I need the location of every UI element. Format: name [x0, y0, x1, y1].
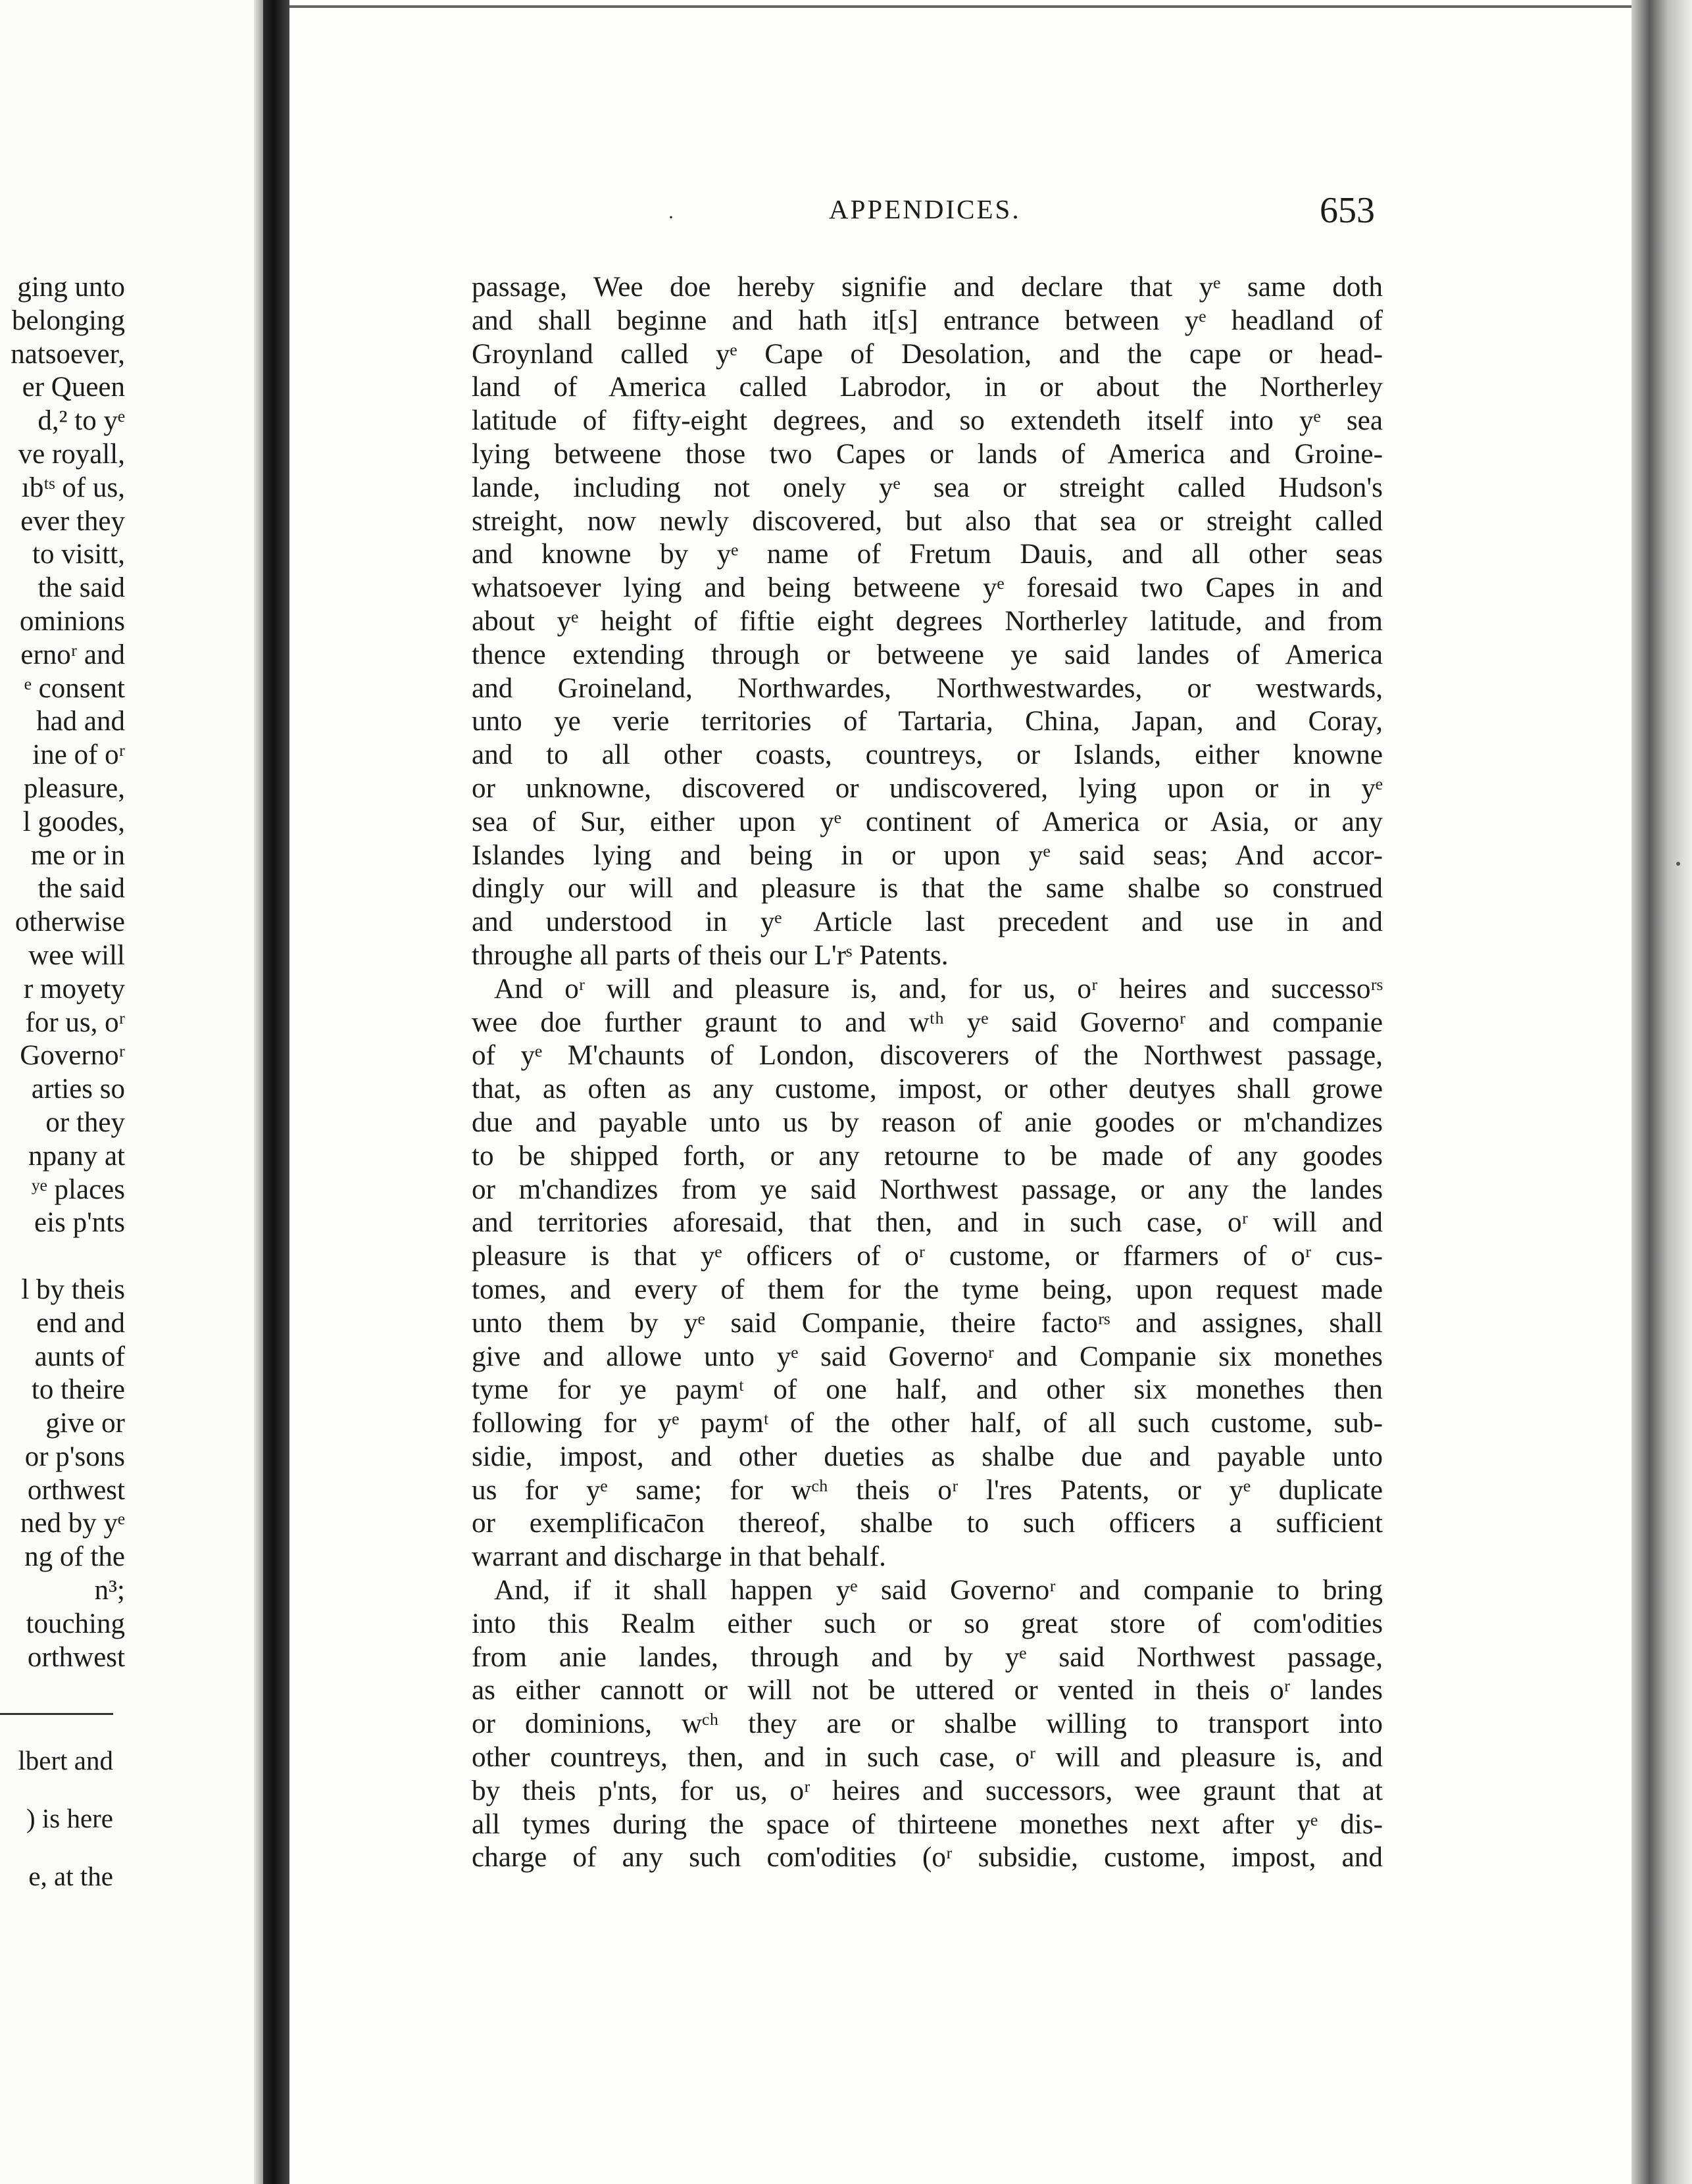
left-facing-page — [0, 0, 263, 2184]
text-line: other countreys, then, and in such case, oʳ will and pleasure is, and — [472, 1742, 1383, 1774]
left-page-line: end and — [36, 1307, 125, 1339]
left-page-line: npany at — [28, 1140, 125, 1172]
text-line: due and payable unto us by reason of anie goodes or m'chandizes — [472, 1106, 1383, 1138]
left-page-line: pleasure, — [23, 772, 125, 804]
left-page-line: belonging — [12, 305, 125, 336]
text-line: unto ye verie territories of Tartaria, China, Japan, and Coray, — [472, 706, 1383, 737]
left-page-line: Governoʳ — [20, 1040, 125, 1072]
text-line: latitude of fifty-eight degrees, and so extendeth itself into yᵉ sea — [472, 405, 1383, 437]
text-line: lying betweene those two Capes or lands of America and Groine- — [472, 438, 1383, 470]
right-page-edge — [1631, 0, 1692, 2184]
text-line: and knowne by yᵉ name of Fretum Dauis, and all other seas — [472, 539, 1383, 570]
text-line: wee doe further graunt to and wᵗʰ yᵉ said Governoʳ and companie — [472, 1006, 1383, 1038]
text-line: following for yᵉ paymᵗ of the other half, of all such custome, sub- — [472, 1408, 1383, 1439]
text-line: of yᵉ M'chaunts of London, discoverers of the Northwest passage, — [472, 1040, 1383, 1072]
left-page-line: er Queen — [22, 372, 125, 403]
text-line: and to all other coasts, countreys, or Islands, either knowne — [472, 739, 1383, 771]
footnote-rule — [0, 1713, 113, 1715]
left-page-line: for us, oʳ — [25, 1006, 125, 1038]
text-line: And oʳ will and pleasure is, and, for us, oʳ heires and successoʳˢ — [494, 973, 1383, 1005]
text-line: into this Realm either such or so great store of com'odities — [472, 1608, 1383, 1639]
text-line: streight, now newly discovered, but also that sea or streight called — [472, 505, 1383, 537]
left-page-line: l by theis — [21, 1274, 125, 1305]
left-page-line: ging unto — [17, 272, 125, 303]
left-page-line: arties so — [31, 1074, 125, 1105]
text-line: and territories aforesaid, that then, and in such case, oʳ will and — [472, 1207, 1383, 1239]
left-page-line: touching — [26, 1608, 125, 1639]
left-page-line: the said — [37, 873, 125, 905]
text-line: passage, Wee doe hereby signifie and declare that yᵉ same doth — [472, 272, 1383, 303]
left-page-note-line: e, at the — [28, 1861, 113, 1891]
text-line: thence extending through or betweene ye said landes of America — [472, 639, 1383, 670]
text-line: tyme for ye paymᵗ of one half, and other six monethes then — [472, 1374, 1383, 1406]
text-line: and understood in yᵉ Article last precedent and use in and — [472, 906, 1383, 938]
left-page-line: ever they — [20, 505, 125, 537]
left-page-line: n³; — [94, 1575, 125, 1606]
left-page-line: had and — [36, 706, 125, 737]
left-page-line: ng of the — [24, 1541, 125, 1573]
text-line: charge of any such com'odities (oʳ subsidie, custome, impost, and — [472, 1842, 1383, 1874]
text-line: throughe all parts of theis our L'rˢ Patents. — [472, 939, 949, 971]
left-page-line: orthwest — [27, 1474, 125, 1506]
text-line: and Groineland, Northwardes, Northwestwardes, or westwards, — [472, 672, 1383, 704]
text-line: or unknowne, discovered or undiscovered, lying upon or in yᵉ — [472, 772, 1383, 804]
text-line: from anie landes, through and by yᵉ said Northwest passage, — [472, 1641, 1383, 1673]
text-line: that, as often as any custome, impost, or other deutyes shall growe — [472, 1074, 1383, 1105]
paragraph — [472, 271, 1383, 973]
left-page-line: wee will — [28, 939, 125, 971]
left-page-line: l goodes, — [22, 806, 125, 837]
edge-mark — [1676, 862, 1680, 866]
text-line: tomes, and every of them for the tyme being, upon request made — [472, 1274, 1383, 1305]
page-header — [474, 189, 1388, 229]
body-text — [472, 271, 1383, 1875]
running-head: APPENDICES. — [829, 194, 1021, 224]
left-page-note-line: lbert and — [18, 1745, 113, 1775]
left-page-line: ernoʳ and — [20, 639, 125, 670]
left-page-line: natsoever, — [11, 338, 125, 370]
left-page-line: eis p'nts — [34, 1207, 125, 1239]
left-page-line: the said — [37, 572, 125, 604]
text-line: or m'chandizes from ye said Northwest passage, or any the landes — [472, 1174, 1383, 1205]
text-line: sidie, impost, and other dueties as shalbe due and payable unto — [472, 1441, 1383, 1472]
left-page-line: ominions — [19, 605, 125, 637]
text-line: and shall beginne and hath it[s] entrance between yᵉ headland of — [472, 305, 1383, 336]
left-page-line: otherwise — [14, 906, 125, 938]
text-line: us for yᵉ same; for wᶜʰ theis oʳ l'res Patents, or yᵉ duplicate — [472, 1474, 1383, 1506]
left-page-line — [0, 1240, 125, 1274]
left-page-note-line: ) is here — [26, 1803, 113, 1833]
left-page-line: d,² to yᵉ — [37, 405, 125, 437]
text-line: unto them by yᵉ said Companie, theire factoʳˢ and assignes, shall — [472, 1307, 1383, 1339]
left-page-line: r moyety — [23, 973, 125, 1005]
text-line: about yᵉ height of fiftie eight degrees Northerley latitude, and from — [472, 605, 1383, 637]
left-page-line: ıbᵗˢ of us, — [21, 472, 125, 503]
text-line: dingly our will and pleasure is that the same shalbe so construed — [472, 873, 1383, 905]
left-page-line: ʸᵉ places — [32, 1174, 125, 1205]
left-page-text — [0, 271, 125, 1674]
left-page-line: to visitt, — [32, 539, 125, 570]
left-page-footnotes — [0, 1731, 113, 1905]
text-line: or exemplificac̄on thereof, shalbe to such officers a sufficient — [472, 1508, 1383, 1539]
text-line: give and allowe unto yᵉ said Governoʳ and Companie six monethes — [472, 1341, 1383, 1372]
left-page-line: to theire — [31, 1374, 125, 1406]
text-line: land of America called Labrodor, in or about the Northerley — [472, 372, 1383, 403]
text-line: sea of Sur, either upon yᵉ continent of America or Asia, or any — [472, 806, 1383, 837]
paragraph — [472, 1574, 1383, 1875]
text-line: warrant and discharge in that behalf. — [472, 1541, 886, 1573]
text-line: whatsoever lying and being betweene yᵉ foresaid two Capes in and — [472, 572, 1383, 604]
text-line: Islandes lying and being in or upon yᵉ said seas; And accor- — [472, 839, 1383, 871]
left-page-line: or p'sons — [24, 1441, 125, 1472]
page-number: 653 — [1320, 190, 1375, 231]
text-line: And, if it shall happen yᵉ said Governoʳ and companie to bring — [494, 1575, 1383, 1606]
paragraph — [472, 973, 1383, 1574]
text-line: lande, including not onely yᵉ sea or streight called Hudson's — [472, 472, 1383, 503]
left-page-line: ine of oʳ — [32, 739, 125, 771]
text-line: to be shipped forth, or any retourne to be made of any goodes — [472, 1140, 1383, 1172]
text-line: all tymes during the space of thirteene monethes next after yᵉ dis- — [472, 1808, 1383, 1840]
left-page-line: ned by yᵉ — [20, 1508, 125, 1539]
left-page-line: give or — [45, 1408, 125, 1439]
left-page-line: me or in — [30, 839, 125, 871]
text-line: as either cannott or will not be uttered or vented in theis oʳ landes — [472, 1675, 1383, 1706]
header-dot: · — [668, 207, 674, 228]
left-page-edge — [254, 0, 263, 2184]
left-page-line: orthwest — [27, 1641, 125, 1673]
left-page-line: aunts of — [34, 1341, 125, 1372]
book-gutter — [263, 0, 289, 2184]
text-line: or dominions, wᶜʰ they are or shalbe willing to transport into — [472, 1708, 1383, 1740]
left-page-line: ve royall, — [18, 438, 125, 470]
left-page-line: or they — [45, 1106, 125, 1138]
text-line: Groynland called yᵉ Cape of Desolation, and the cape or head- — [472, 338, 1383, 370]
left-page-line: ᵉ consent — [24, 672, 125, 704]
text-line: by theis p'nts, for us, oʳ heires and successors, wee graunt that at — [472, 1775, 1383, 1806]
text-line: pleasure is that yᵉ officers of oʳ custome, or ffarmers of oʳ cus- — [472, 1241, 1383, 1272]
